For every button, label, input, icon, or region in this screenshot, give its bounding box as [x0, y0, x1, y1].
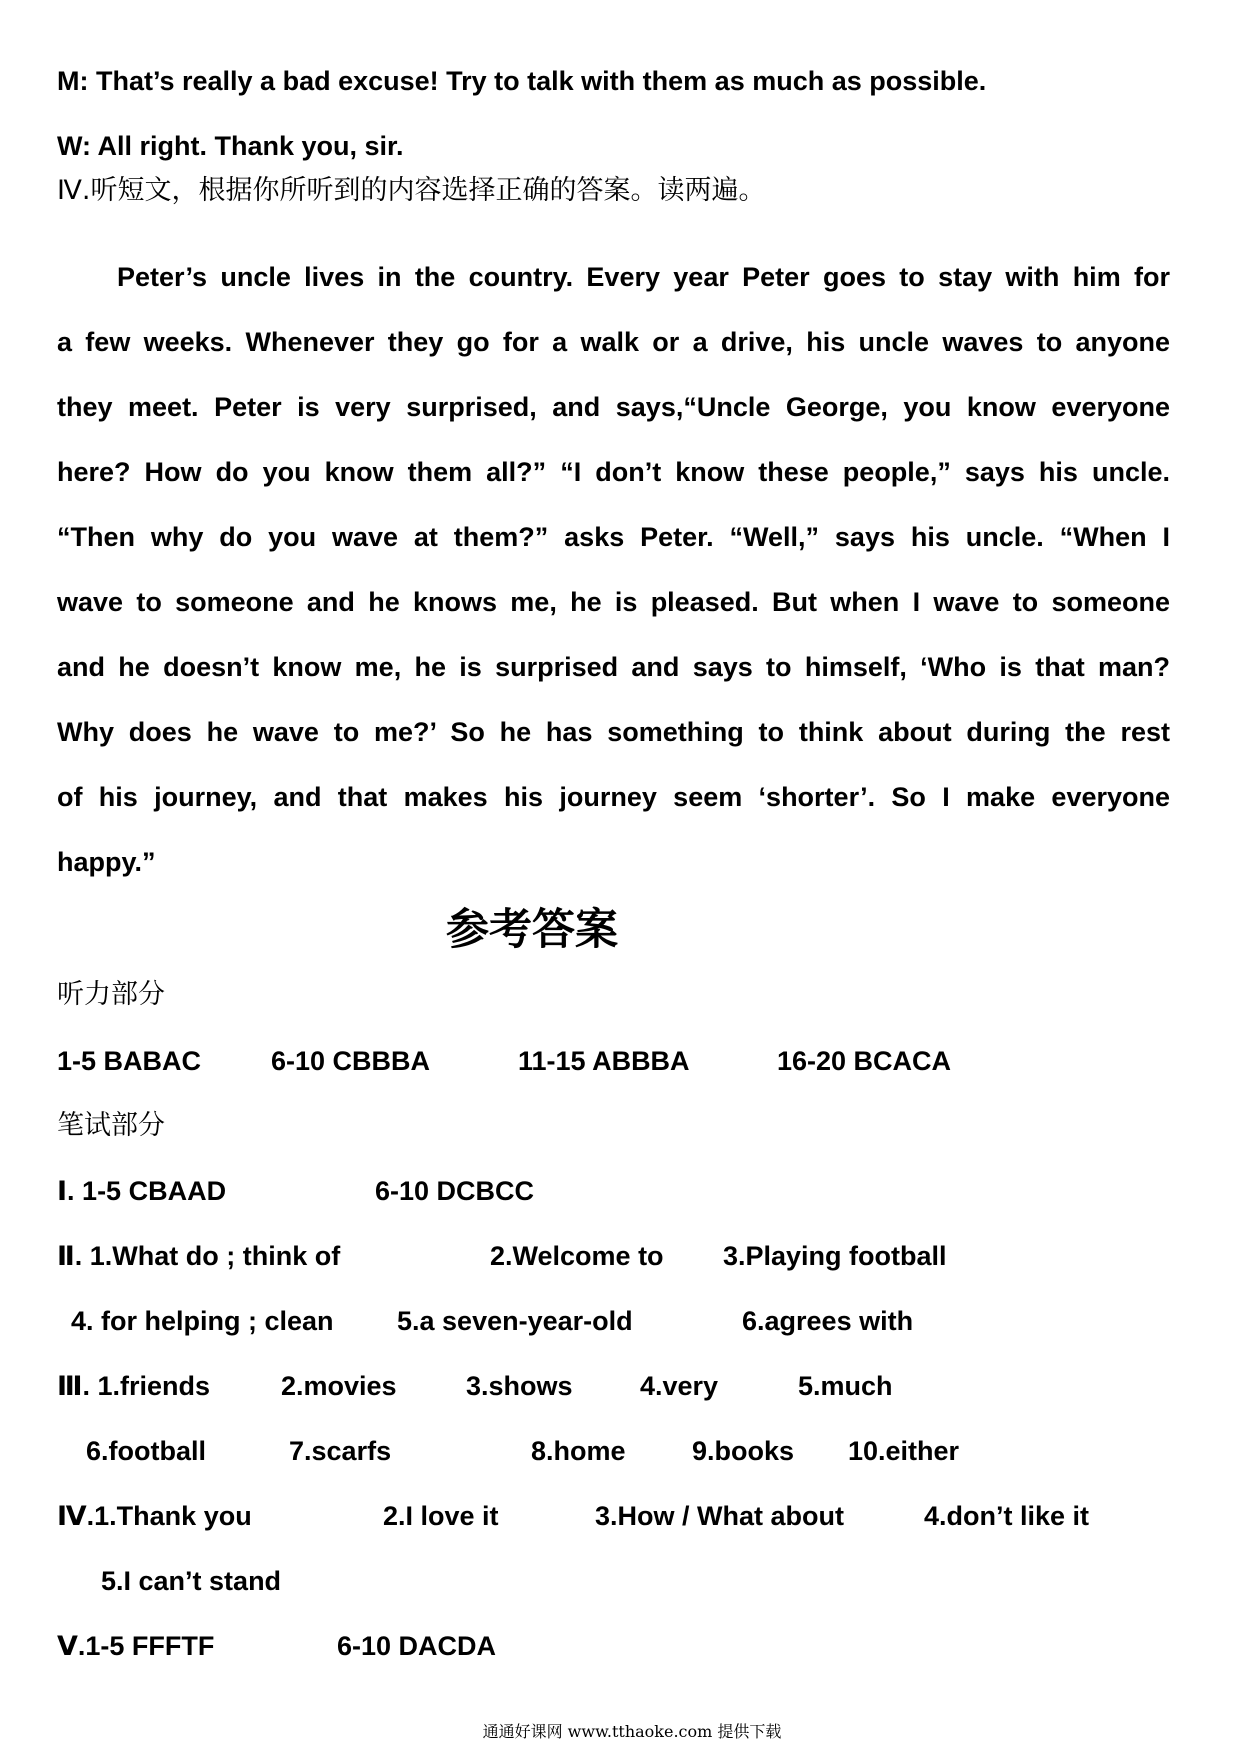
answer-item: 4.don’t like it [924, 1501, 1090, 1531]
answer-key-title: 参考答案 [446, 905, 618, 955]
written-part2-row [0, 1241, 1240, 1273]
answer-item: 6.football [86, 1436, 206, 1466]
answer-item: 9.books [692, 1436, 795, 1466]
answer-item: 2.I love it [383, 1501, 499, 1531]
passage-line: they meet. Peter is very surprised, and says,“Uncle George, you know everyone [57, 392, 1170, 422]
answer-item: 2.movies [281, 1371, 397, 1401]
written-part3-row [0, 1371, 1240, 1403]
passage-line: happy.” [57, 847, 156, 877]
section-iv-heading: Ⅳ.听短文，根据你所听到的内容选择正确的答案。读两遍。 [57, 175, 766, 206]
answer-item: 2.Welcome to [490, 1241, 664, 1271]
dialogue-w-line: W: All right. Thank you, sir. [57, 131, 404, 161]
answer-item: 10.either [848, 1436, 960, 1466]
listening-answers-row [0, 1046, 1240, 1078]
answer-item: 3.Playing football [723, 1241, 947, 1271]
answer-item: 3.How / What about [595, 1501, 844, 1531]
answer-item: Ⅳ.1.Thank you [57, 1501, 252, 1531]
written-label: 笔试部分 [57, 1110, 165, 1141]
written-part1-row [0, 1176, 1240, 1208]
answer-item: 6.agrees with [742, 1306, 914, 1336]
answer-item: 4.very [640, 1371, 719, 1401]
answer-item: Ⅱ. 1.What do ; think of [57, 1241, 341, 1271]
answer-item: 8.home [531, 1436, 626, 1466]
answer-item: 6-10 DACDA [337, 1631, 497, 1661]
passage-line: Why does he wave to me?’ So he has something to think about during the rest [57, 717, 1170, 747]
dialogue-m-line: M: That’s really a bad excuse! Try to talk with them as much as possible. [57, 66, 987, 96]
passage-line: wave to someone and he knows me, he is pleased. But when I wave to someone [57, 587, 1170, 617]
answer-item: Ⅲ. 1.friends [57, 1371, 211, 1401]
passage-line: of his journey, and that makes his journey seem ‘shorter’. So I make everyone [57, 782, 1170, 812]
answer-item: 5.much [798, 1371, 893, 1401]
written-part2-row [0, 1306, 1240, 1338]
answer-item: 4. for helping ; clean [71, 1306, 334, 1336]
answer-item: 1-5 BABAC [57, 1046, 202, 1076]
passage-line: “Then why do you wave at them?” asks Peter. “Well,” says his uncle. “When I [57, 522, 1170, 552]
answer-item: Ⅴ.1-5 FFFTF [57, 1631, 215, 1661]
answer-item: 16-20 BCACA [777, 1046, 952, 1076]
passage-line: and he doesn’t know me, he is surprised and says to himself, ‘Who is that man? [57, 652, 1170, 682]
answer-item: 5.a seven-year-old [397, 1306, 633, 1336]
passage-line: here? How do you know them all?” “I don’t know these people,” says his uncle. [57, 457, 1170, 487]
written-part5-row [0, 1631, 1240, 1663]
answer-item: 7.scarfs [289, 1436, 392, 1466]
answer-item: 6-10 CBBBA [271, 1046, 431, 1076]
passage-line: Peter’s uncle lives in the country. Every year Peter goes to stay with him for [117, 262, 1170, 292]
passage-line: a few weeks. Whenever they go for a walk or a drive, his uncle waves to anyone [57, 327, 1170, 357]
listening-label: 听力部分 [57, 979, 165, 1010]
answer-item: 6-10 DCBCC [375, 1176, 535, 1206]
answer-item: 5.I can’t stand [101, 1566, 282, 1596]
written-part4-row [0, 1501, 1240, 1533]
answer-item: 11-15 ABBBA [518, 1046, 690, 1076]
footer-credit: 通通好课网 www.tthaoke.com 提供下载 [482, 1722, 782, 1741]
written-part4-row [0, 1566, 1240, 1598]
answer-item: 3.shows [466, 1371, 573, 1401]
answer-item: Ⅰ. 1-5 CBAAD [57, 1176, 227, 1206]
written-part3-row [0, 1436, 1240, 1468]
